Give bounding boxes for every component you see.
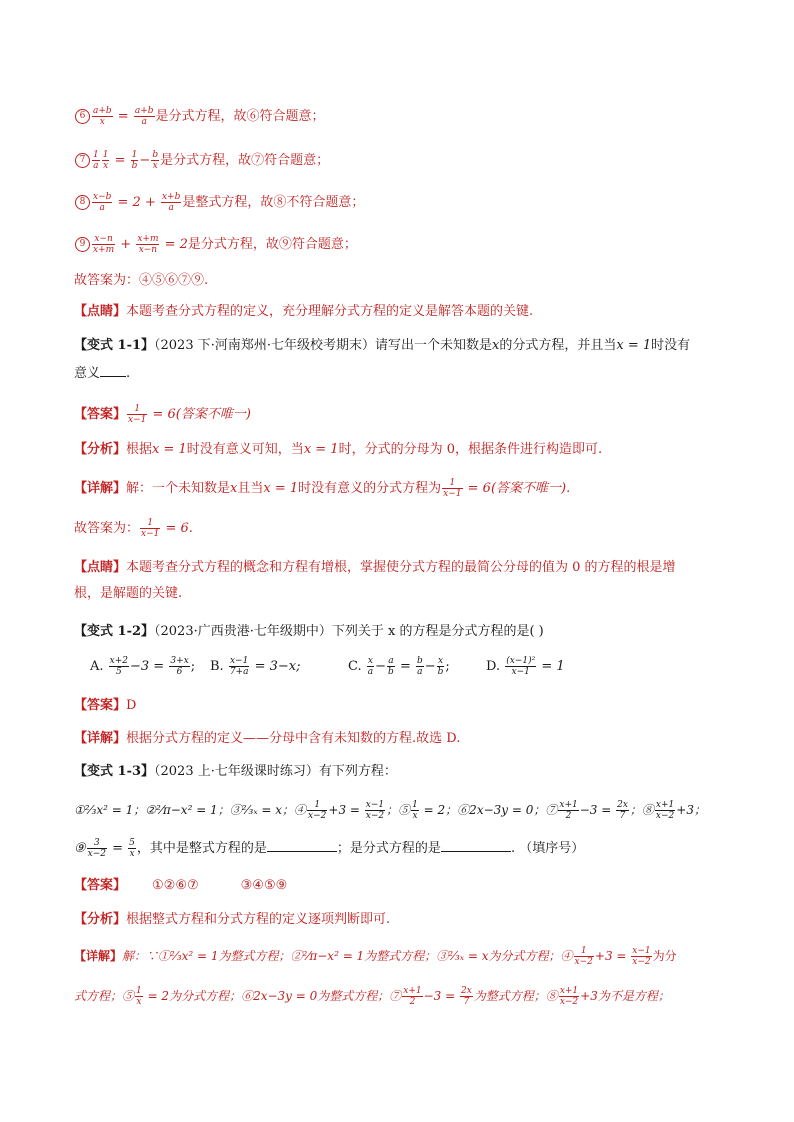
dianjing-1-1-cont: 根，是解题的关键. <box>74 586 183 601</box>
question-1-2: 【变式 1-2】（2023·广西贵港·七年级期中）下列关于 x 的方程是分式方程的是( ) <box>74 624 544 639</box>
circle-number: 6 <box>75 109 90 124</box>
final-1-1: 故答案为： $\frac{1}{x-1}$ = 6. <box>74 518 193 539</box>
integral-eq-blank[interactable] <box>267 839 337 852</box>
line-6: 6 $\frac{a+b}{x}$ = $\frac{a+b}{a}$ 是分式方程，故⑥符合题意； <box>74 106 734 127</box>
dianjing-line: 【点睛】本题考查分式方程的定义，充分理解分式方程的定义是解答本题的关键. <box>74 304 534 319</box>
equations-1-3: ①⅔x² = 1；②²⁄π−x² = 1；③²⁄₃ₓ = x；④ $\frac{1}{x-2}$ +3 = $\frac{x-1}{x-2}$ ；⑤ $\frac{1}{x}$ = 2；⑥2x−3y = 0；⑦ $\frac{x+1}{2}$ −3 = $\frac{2x}{7}$ ；⑧ $\frac{x+1}{x-2}$ +3； <box>74 800 706 821</box>
detail-1-3-cont: 式方程；⑤ $\frac{1}{x}$ = 2为分式方程；⑥2x−3y = 0为整式方程；⑦ $\frac{x+1}{2}$ −3 = $\frac{2x}{7}$ 为整式方程；⑧ $\frac{x+1}{x-2}$ +3为不是方程； <box>74 986 670 1007</box>
fraction: $\frac{1}{a}$ <box>93 150 99 171</box>
circle-number: 8 <box>75 195 90 210</box>
detail-1-2: 【详解】根据分式方程的定义——分母中含有未知数的方程.故选 D. <box>74 731 461 746</box>
fraction: $\frac{a+b}{a}$ <box>134 106 154 127</box>
fraction: $\frac{1}{x-1}$ <box>141 518 160 539</box>
question-1-3: 【变式 1-3】（2023 上·七年级课时练习）有下列方程： <box>74 764 397 779</box>
fraction: $\frac{x-b}{a}$ <box>93 192 112 213</box>
dianjing-1-1: 【点睛】本题考查分式方程的概念和方程有增根，掌握使分式方程的最简公分母的值为 0 的方程的根是增 <box>74 560 676 575</box>
circle-number: 9 <box>75 237 90 252</box>
answer-1-1: 【答案】 $\frac{1}{x-1}$ = 6(答案不唯一) <box>74 404 251 425</box>
option-a[interactable]: A. $\frac{x+2}{5}$ −3 = $\frac{3+x}{6}$ ; <box>90 656 196 677</box>
fraction: $\frac{b}{x}$ <box>152 150 159 171</box>
fraction: $\frac{x+b}{a}$ <box>161 192 181 213</box>
circle-number: 7 <box>75 153 90 168</box>
fraction: $\frac{a+b}{x}$ <box>93 106 112 127</box>
analysis-1-1: 【分析】根据x = 1时没有意义可知，当x = 1时，分式的分母为 0，根据条件进行构造即可. <box>74 442 603 457</box>
fraction: $\frac{1}{x-1}$ <box>443 478 462 499</box>
answer-1-3: 【答案】 ①②⑥⑦ ③④⑤⑨ <box>74 878 288 893</box>
answer-blank[interactable] <box>100 364 126 377</box>
line-7: 7 $\frac{1}{a}$ $\frac{1}{x}$ = $\frac{1}{b}$ − $\frac{b}{x}$ 是分式方程，故⑦符合题意； <box>74 150 734 171</box>
line-9: 9 $\frac{x-n}{x+m}$ + $\frac{x+m}{x-n}$ = 2是分式方程，故⑨符合题意； <box>74 234 734 255</box>
fraction: $\frac{1}{b}$ <box>131 150 138 171</box>
detail-1-3: 【详解】解：∵①⅔x² = 1为整式方程；②²⁄π−x² = 1为整式方程；③²⁄₃ₓ = x为分式方程；④ $\frac{1}{x-2}$ +3 = $\frac{x-1}{x-2}$ 为分 <box>74 946 677 967</box>
fraction: $\frac{x+m}{x-n}$ <box>137 234 159 255</box>
option-d[interactable]: D. $\frac{\text{(x−1)²}}{x-1}$ = 1 <box>486 656 565 677</box>
equations-1-3-cont: ⑨ $\frac{3}{x-2}$ = $\frac{5}{x}$ ，其中是整式方程的是 ；是分式方程的是 . （填序号） <box>74 838 585 859</box>
option-b[interactable]: B. $\frac{x-1}{7+a}$ = 3−x; <box>210 656 301 677</box>
line-8: 8 $\frac{x-b}{a}$ = 2 + $\frac{x+b}{a}$ 是整式方程，故⑧不符合题意； <box>74 192 734 213</box>
detail-1-1: 【详解】解：一个未知数是x且当x = 1时没有意义的分式方程为 $\frac{1}{x-1}$ = 6(答案不唯一). <box>74 478 571 499</box>
option-c[interactable]: C. $\frac{x}{a}$ − $\frac{a}{b}$ = $\frac{b}{a}$ − $\frac{x}{b}$ ; <box>348 656 450 677</box>
analysis-1-3: 【分析】根据整式方程和分式方程的定义逐项判断即可. <box>74 912 391 927</box>
options-1-2 <box>90 656 734 680</box>
fraction: $\frac{x-n}{x+m}$ <box>93 234 115 255</box>
fraction: $\frac{1}{x-1}$ <box>128 404 147 425</box>
answer-line: 故答案为：④⑤⑥⑦⑨. <box>74 273 209 288</box>
fraction: $\frac{1}{x}$ <box>102 150 109 171</box>
question-1-1-cont: 意义 . <box>74 366 131 381</box>
answer-1-2: 【答案】D <box>74 698 137 713</box>
question-1-1: 【变式 1-1】（2023 下·河南郑州·七年级校考期末）请写出一个未知数是x的分式方程，并且当x = 1时没有 <box>74 338 691 353</box>
fractional-eq-blank[interactable] <box>441 839 511 852</box>
